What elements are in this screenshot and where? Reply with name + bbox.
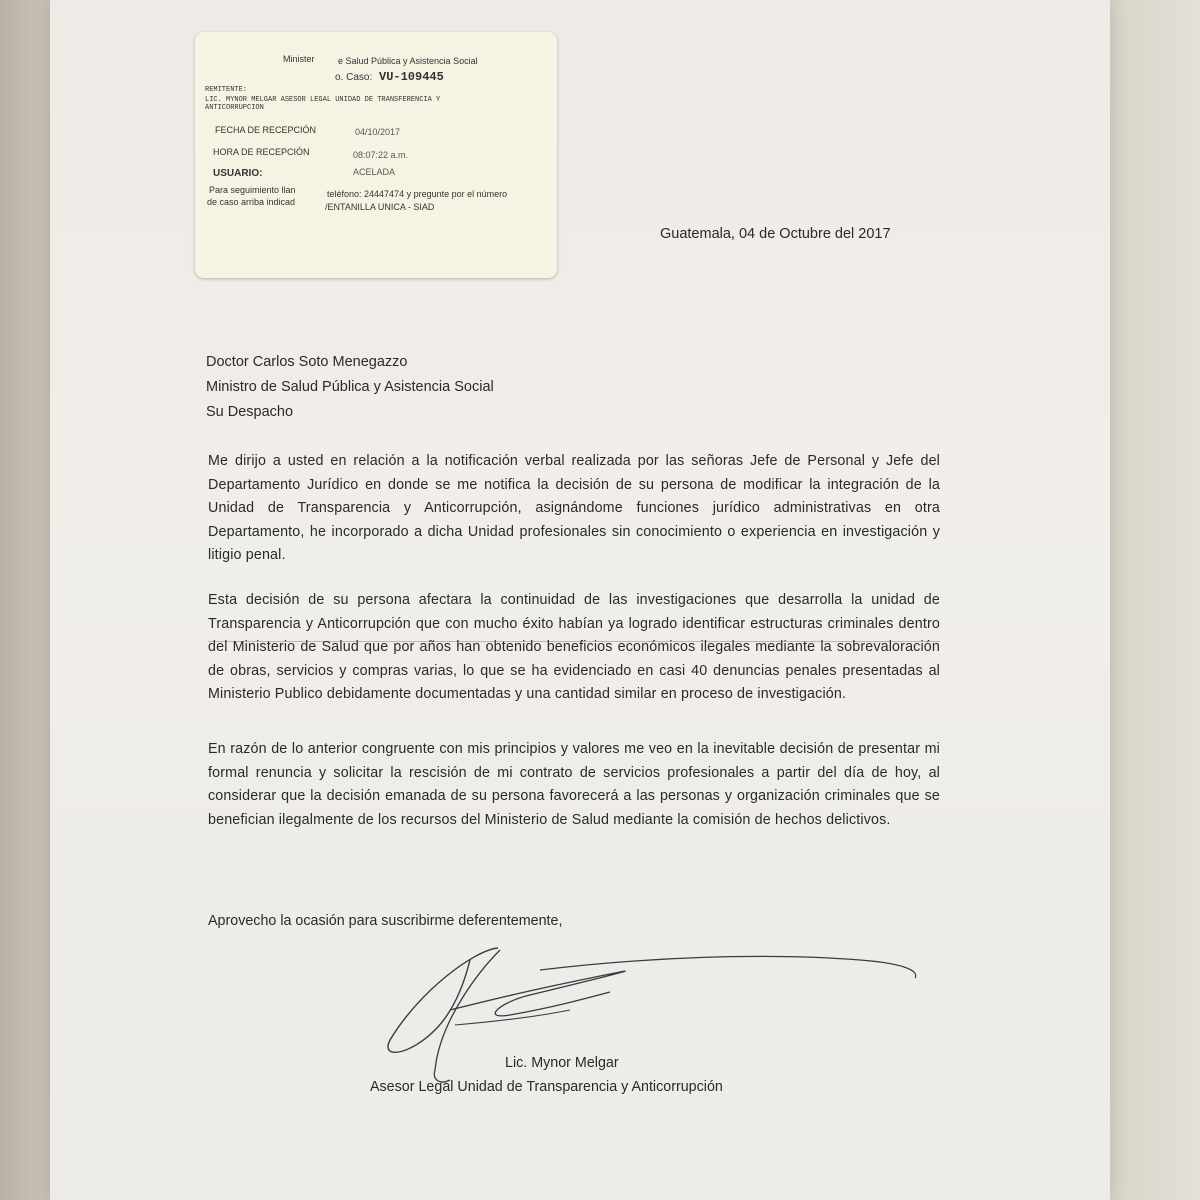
stamp-time-value: 08:07:22 a.m.	[353, 150, 409, 160]
paragraph-3: En razón de lo anterior congruente con mis principios y valores me veo en la inevitable decisión de presentar mi formal renuncia y solicitar la rescisión de mi contrato de servicios profesionales a partir del día de hoy, al considerar que la decisión emanada de su persona favorecerá a las personas y organización criminales que se benefician ilegalmente de los recursos del Ministerio de Salud mediante la comisión de hechos delictivos.	[208, 741, 940, 828]
recipient-office: Su Despacho	[206, 404, 294, 420]
recipient-block	[206, 350, 494, 425]
stamp-case-number: VU-109445	[379, 70, 444, 84]
stamp-user-label: USUARIO:	[213, 168, 263, 179]
stamp-followup-right2: /ENTANILLA UNICA - SIAD	[325, 202, 435, 212]
closing-line: Aprovecho la ocasión para suscribirme deferentemente,	[208, 913, 563, 929]
stamp-followup-left1: Para seguimiento llan	[209, 185, 296, 195]
stamp-followup-right1: teléfono: 24447474 y pregunte por el número	[327, 189, 508, 199]
paragraph-2: Esta decisión de su persona afectara la continuidad de las investigaciones que desarrolla la unidad de Transparencia y Anticorrupción que con mucho éxito habían ya logrado identificar estructuras criminales dentro del Ministerio de Salud que por años han obtenido beneficios económicos ilegales mediante la sobrevaloración de obras, servicios y compras varias, lo que se ha evidenciado en casi 40 denuncias penales presentadas al Ministerio Publico debidamente documentadas y una cantidad similar en proceso de investigación.	[208, 592, 940, 702]
stamp-user-value: ACELADA	[353, 167, 396, 177]
letter-date: Guatemala, 04 de Octubre del 2017	[660, 226, 891, 242]
stamp-followup-left2: de caso arriba indicad	[207, 197, 296, 207]
stamp-sender-line1: LIC. MYNOR MELGAR ASESOR LEGAL UNIDAD DE TRANSFERENCIA Y	[205, 96, 441, 104]
paragraph-1: Me dirijo a usted en relación a la notificación verbal realizada por las señoras Jefe de Personal y Jefe del Departamento Jurídico en donde se me notifica la decisión de su persona de modificar la integración de la Unidad de Transparencia y Anticorrupción, asignándome funciones jurídico administrativas en otra Departamento, he incorporado a dicha Unidad profesionales sin conocimiento o experiencia en investigación y litigio penal.	[208, 453, 940, 563]
signer-title: Asesor Legal Unidad de Transparencia y Anticorrupción	[370, 1079, 723, 1095]
reception-sticker	[195, 32, 557, 278]
crease-line	[208, 641, 940, 642]
stamp-date-label: FECHA DE RECEPCIÓN	[215, 125, 317, 135]
stamp-ministry-b: e Salud Pública y Asistencia Social	[338, 56, 478, 66]
stamp-date-value: 04/10/2017	[355, 127, 401, 137]
handwritten-signature	[380, 930, 940, 1090]
recipient-name: Doctor Carlos Soto Menegazzo	[206, 354, 408, 370]
recipient-title: Ministro de Salud Pública y Asistencia Social	[206, 379, 494, 395]
stamp-time-label: HORA DE RECEPCIÓN	[213, 147, 310, 157]
signer-name: Lic. Mynor Melgar	[505, 1055, 619, 1071]
stamp-ministry-a: Minister	[283, 54, 315, 64]
stamp-case-label: o. Caso:	[335, 72, 373, 83]
stamp-sender-line2: ANTICORRUPCION	[205, 104, 264, 112]
stamp-sender-label: REMITENTE:	[205, 86, 248, 94]
